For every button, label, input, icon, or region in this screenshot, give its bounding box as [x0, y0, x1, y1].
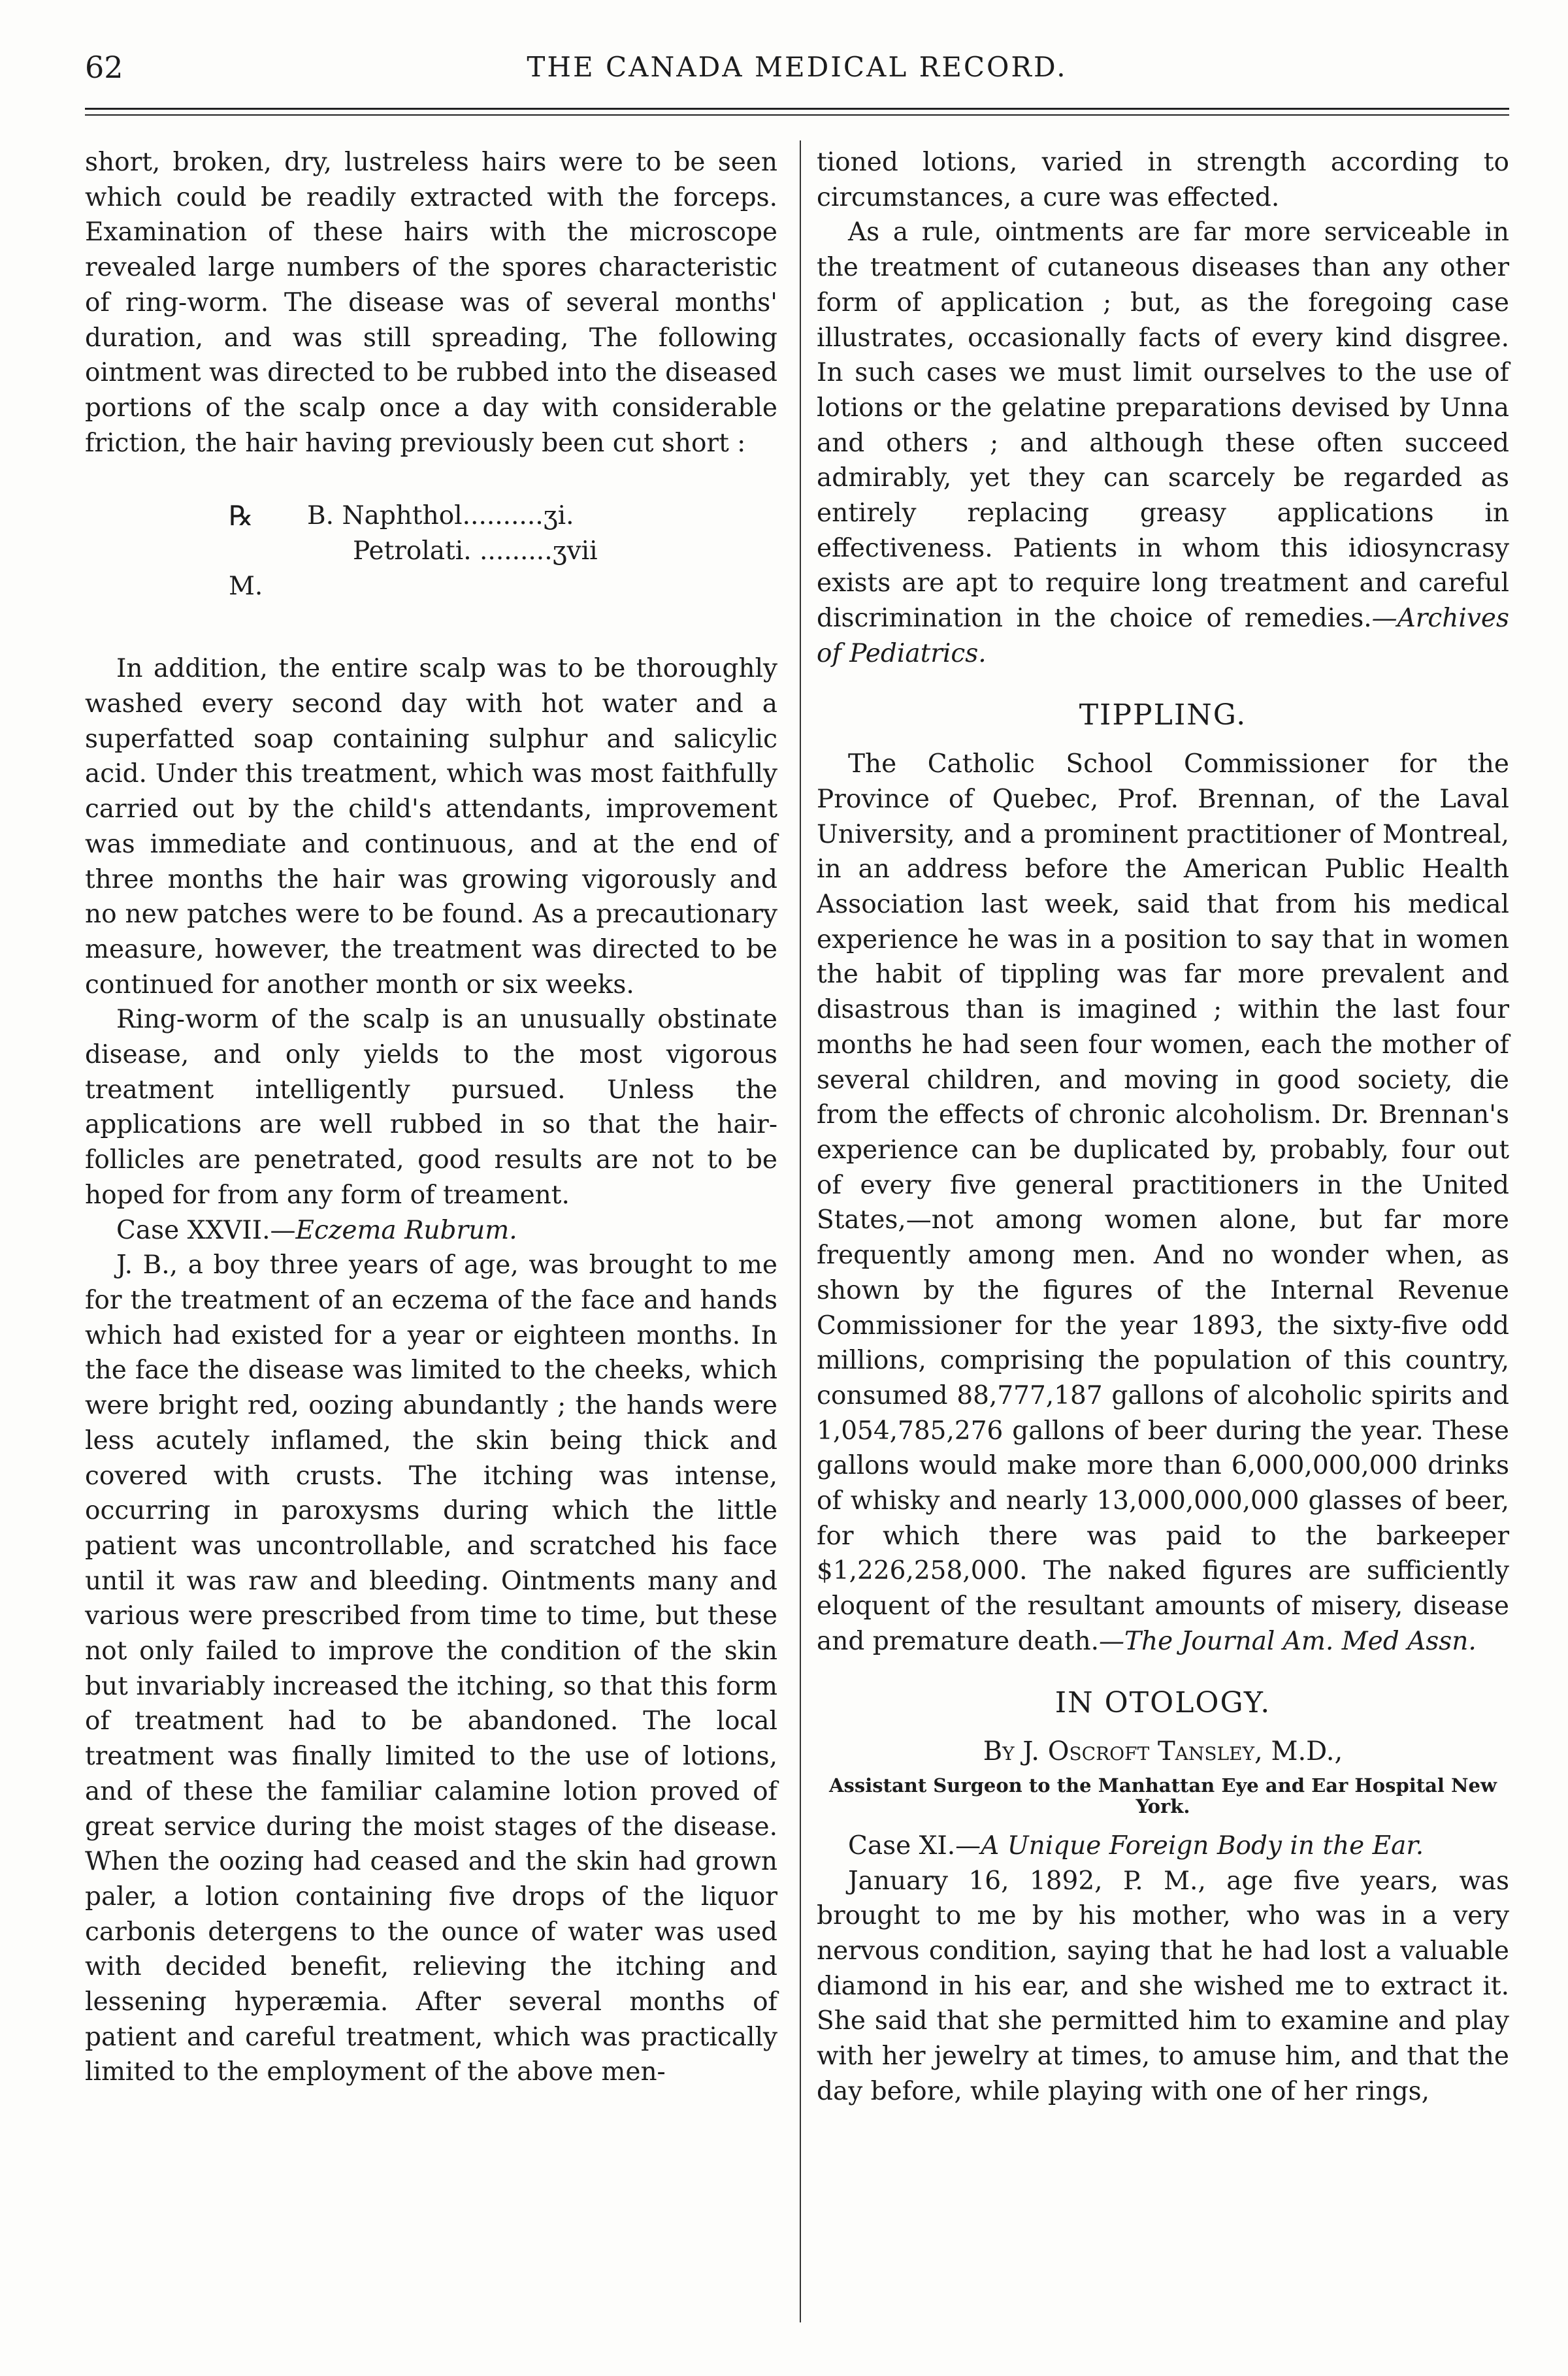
section-heading-tippling: TIPPLING. — [1079, 698, 1247, 732]
running-title: THE CANADA MEDICAL RECORD. — [527, 51, 1068, 83]
lotions-paragraph-continued: tioned lotions, varied in strength according to circumstances, a cure was effected. — [817, 148, 1509, 212]
page-number: 62 — [85, 50, 123, 85]
page-header — [85, 47, 1509, 93]
treatment-paragraph: In addition, the entire scalp was to be thoroughly washed every second day with hot water and a superfatted soap containing sulphur and salicylic acid. Under this treatment, which was most faithfully carried out by the child's attendants, improvement was immediate and continuous, and at the end of three months the hair was growing vigorously and no new patches were to be found. As a precautionary measure, however, the treatment was directed to be continued for another month or six weeks. — [85, 654, 777, 1000]
ointments-paragraph — [817, 215, 1509, 671]
prescription-misce: M. — [229, 572, 263, 602]
prescription-block — [85, 498, 777, 610]
case-xxvii-paragraph: J. B., a boy three years of age, was brought to me for the treatment of an eczema of the face and hands which had existed for a year or eighteen months. In the face the disease was limited to the cheeks, which were bright red, oozing abundantly ; the hands were less acutely inflamed, the skin being thick and covered with crusts. The itching was intense, occurring in paroxysms during which the little patient was uncontrollable, and scratched his face until it was raw and bleeding. Ointments many and various were prescribed from time to time, but these not only failed to improve the condition of the skin but invariably increased the itching, so that this form of treatment had to be abandoned. The local treatment was finally limited to the use of lotions, and of these the familiar calamine lotion proved of great service during the moist stages of the disease. When the oozing had ceased and the skin had grown paler, a lotion containing five drops of the liquor carbonis detergens to the ounce of water was used with decided benefit, relieving the itching and lessening hyperæmia. After several months of patient and careful treatment, which was practically limited to the employment of the above men- — [85, 1250, 777, 2087]
case-xxvii-heading — [85, 1213, 777, 1248]
tippling-text: The Catholic School Commissioner for the Province of Quebec, Prof. Brennan, of the Laval University, and a prominent practitioner of Montreal, in an address before the American Public Health Association last week, said that from his medical experience he was in a position to say that in women the habit of tippling was far more prevalent and disastrous than is imagined ; within the last four months he had seen four women, each the mother of several children, and moving in good society, die from the effects of chronic alcoholism. Dr. Brennan's experience can be duplicated by, probably, four out of every five general practitioners in the United States,—not among women alone, but far more frequently among men. And no wonder when, as shown by the figures of the Internal Revenue Commissioner for the year 1893, the sixty-five odd millions, comprising the population of this country, consumed 88,777,187 gallons of alcoholic spirits and 1,054,785,276 gallons of beer during the year. These gallons would make more than 6,000,000,000 drinks of whisky and nearly 13,000,000,000 glasses of beer, for which there was paid to the barkeeper $1,226,258,000. The naked figures are sufficiently eloquent of the resultant amounts of misery, disease and premature death. — [817, 749, 1509, 1656]
section-heading-otology: IN OTOLOGY. — [1054, 1685, 1271, 1719]
ringworm-summary-paragraph: Ring-worm of the scalp is an unusually obstinate disease, and only yields to the most vigorous treatment intelligently pursued. Unless the applications are well rubbed in so that the hair-follicles are penetrated, good results are not to be hoped for from any form of treament. — [85, 1005, 777, 1210]
ointments-source: —Archives of Pediatrics. — [817, 604, 1509, 668]
case-xi-heading — [817, 1829, 1509, 1864]
case-xi-title: A Unique Foreign Body in the Ear. — [981, 1831, 1424, 1861]
ointments-text: As a rule, ointments are far more serviceable in the treatment of cutaneous diseases than any other form of application ; but, as the foregoing case illustrates, occasionally facts of every kind disgree. In such cases we must limit ourselves to the use of lotions or the gelatine preparations devised by Unna and others ; and although these often succeed admirably, yet they can scarcely be regarded as entirely replacing greasy applications in effectiveness. Patients in whom this idiosyncrasy exists are apt to require long treatment and careful discrimination in the choice of remedies. — [817, 218, 1509, 634]
right-column — [817, 145, 1509, 2109]
author-affiliation: Assistant Surgeon to the Manhattan Eye and Ear Hospital New York. — [829, 1774, 1497, 1817]
case-xi-paragraph: January 16, 1892, P. M., age five years, was brought to me by his mother, who was in a very nervous condition, saying that he had lost a valuable diamond in his ear, and she wished me to extract it. She said that she permitted him to examine and play with her jewelry at times, to amuse him, and that the day before, while playing with one of her rings, — [817, 1866, 1509, 2106]
header-rule-bottom — [85, 114, 1509, 116]
case-xi-label: Case XI.— — [848, 1831, 981, 1861]
left-column — [85, 145, 777, 2090]
case-xxvii-title: Eczema Rubrum. — [295, 1215, 517, 1245]
column-divider — [800, 140, 801, 2322]
prescription-line-naphthol: B. Naphthol..........ʒi. — [307, 501, 574, 531]
header-rule-top — [85, 108, 1509, 110]
author-byline: By J. Oscroft Tansley, M.D., — [983, 1736, 1343, 1767]
tippling-paragraph — [817, 747, 1509, 1659]
tippling-source: —The Journal Am. Med Assn. — [1099, 1626, 1477, 1656]
prescription-line-petrolati: Petrolati. .........ʒvii — [353, 536, 598, 566]
ringworm-paragraph-continued: short, broken, dry, lustreless hairs were to be seen which could be readily extracted with the forceps. Examination of these hairs with the microscope revealed large numbers of the spores characteristic of ring-worm. The disease was of several months' duration, and was still spreading, The following ointment was directed to be rubbed into the diseased portions of the scalp once a day with considerable friction, the hair having previously been cut short : — [85, 148, 777, 458]
prescription-symbol: ℞ — [229, 500, 253, 532]
case-xxvii-label: Case XXVII.— — [116, 1215, 296, 1245]
